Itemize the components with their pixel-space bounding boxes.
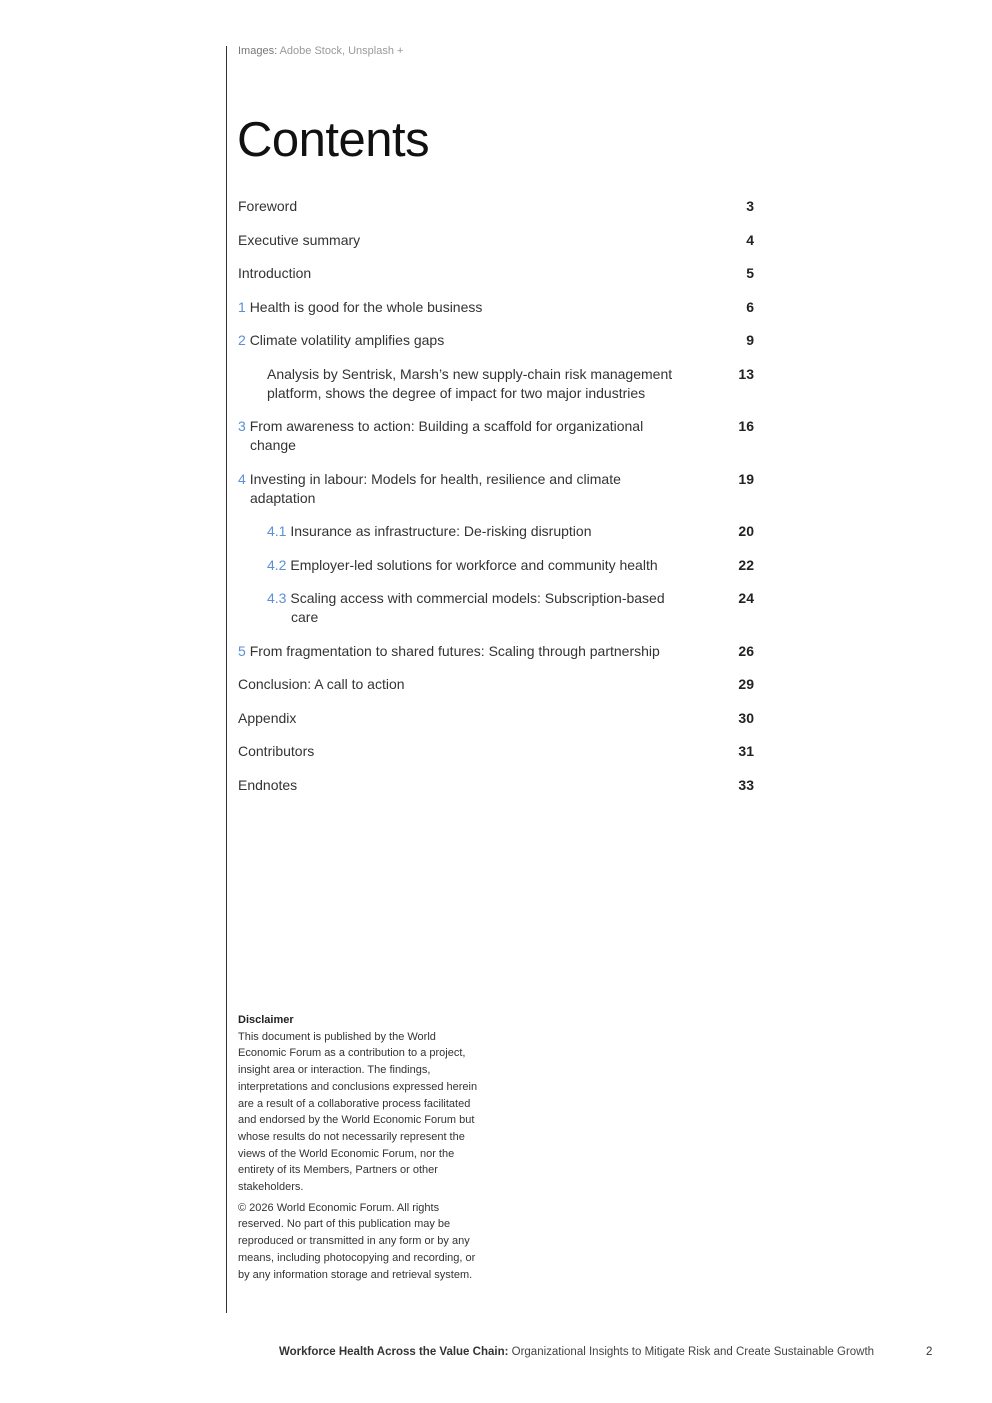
- toc-entry[interactable]: [238, 742, 754, 761]
- toc-entry-text: [267, 365, 678, 403]
- toc-entry[interactable]: [238, 264, 754, 283]
- toc-entry-text: [238, 776, 678, 795]
- toc-entry-page: 6: [746, 298, 754, 315]
- toc-entry-number: 3: [238, 418, 246, 434]
- toc-entry-text: [238, 642, 690, 661]
- toc-entry-page: 13: [738, 365, 754, 382]
- toc-entry-page: 24: [738, 590, 754, 606]
- toc-entry-text: [238, 675, 678, 694]
- toc-entry-page: 30: [738, 709, 754, 726]
- toc-entry-label: From awareness to action: Building a scaffold for organizational change: [249, 418, 644, 453]
- toc-entry-label: Analysis by Sentrisk, Marsh’s new supply-chain risk management platform, shows the degree of impact for two major industries: [267, 365, 673, 401]
- toc-entry[interactable]: [238, 331, 754, 350]
- toc-entry-text: [238, 742, 678, 761]
- image-credits-value: Adobe Stock, Unsplash +: [279, 45, 404, 57]
- toc-entry-label: Introduction: [238, 265, 312, 281]
- toc-entry-page: 3: [746, 198, 754, 214]
- toc-entry-text: [238, 470, 690, 508]
- footer-page-number: 2: [926, 1346, 933, 1358]
- toc-entry-page: 4: [746, 231, 754, 248]
- toc-entry-number: 4.1: [267, 523, 287, 539]
- toc-entry-page: 19: [738, 470, 754, 487]
- toc-entry-label: Executive summary: [238, 231, 361, 248]
- toc-entry-text: [267, 522, 678, 541]
- toc-entry-number: 1: [238, 298, 246, 315]
- toc-entry[interactable]: [238, 417, 754, 455]
- toc-entry[interactable]: [238, 470, 754, 508]
- page-footer: [279, 1346, 933, 1358]
- image-credits-label: Images:: [238, 45, 278, 57]
- toc-entry-text: [238, 298, 690, 317]
- toc-entry-page: 5: [746, 265, 754, 281]
- toc-entry-number: 4.2: [267, 556, 287, 573]
- toc-entry-label: Climate volatility amplifies gaps: [249, 332, 445, 348]
- toc-entry-page: 33: [738, 776, 754, 793]
- copyright-notice: © 2026 World Economic Forum. All rights reserved. No part of this publication may be reproduced or transmitted in any form or by any means, including photocopying and recording, or by any information storage and retrieval system.: [238, 1201, 476, 1281]
- toc-entry-number: 5: [238, 642, 246, 659]
- toc-entry-number: 4: [238, 470, 246, 487]
- toc-entry-label: Insurance as infrastructure: De-risking disruption: [290, 523, 592, 539]
- toc-entry-label: Conclusion: A call to action: [238, 676, 405, 692]
- toc-entry-label: Employer-led solutions for workforce and community health: [290, 556, 658, 573]
- toc-entry-page: 29: [738, 676, 754, 692]
- toc-entry[interactable]: [238, 642, 754, 661]
- toc-entry-label: Appendix: [238, 709, 297, 726]
- toc-entry-label: Endnotes: [238, 776, 298, 793]
- footer-title-bold: Workforce Health Across the Value Chain:: [279, 1346, 509, 1358]
- toc-entry-label: Health is good for the whole business: [249, 298, 483, 315]
- toc-entry-page: 22: [738, 556, 754, 573]
- toc-entry[interactable]: [238, 522, 754, 541]
- toc-entry[interactable]: [238, 298, 754, 317]
- toc-entry-text: [238, 231, 678, 250]
- toc-entry-label: Scaling access with commercial models: Subscription-based care: [290, 590, 665, 625]
- toc-entry[interactable]: [238, 365, 754, 403]
- toc-entry-label: Investing in labour: Models for health, resilience and climate adaptation: [249, 470, 621, 506]
- disclaimer-body: This document is published by the World Economic Forum as a contribution to a project, insight area or interaction. The findings, interpretations and conclusions expressed herein are a result of a collaborative process facilitated and endorsed by the World Economic Forum but whose results do not necessarily represent the views of the World Economic Forum, nor the entirety of its Members, Partners or other stakeholders.: [238, 1030, 478, 1194]
- toc-entry-number: 4.3: [267, 590, 287, 606]
- toc-entry-text: [238, 331, 690, 350]
- toc-entry-number: 2: [238, 332, 246, 348]
- footer-title-rest: Organizational Insights to Mitigate Risk and Create Sustainable Growth: [511, 1346, 875, 1358]
- toc-entry[interactable]: [238, 675, 754, 694]
- toc-entry-page: 20: [738, 523, 754, 539]
- toc-entry[interactable]: [238, 776, 754, 795]
- toc-entry[interactable]: [238, 589, 754, 627]
- table-of-contents: [238, 197, 754, 809]
- toc-entry-label: Foreword: [238, 198, 298, 214]
- toc-entry-text: [267, 589, 678, 627]
- toc-entry[interactable]: [238, 709, 754, 728]
- toc-entry-page: 26: [738, 642, 754, 659]
- toc-entry-text: [238, 417, 690, 455]
- toc-entry-text: [267, 556, 678, 575]
- toc-entry-page: 9: [746, 332, 754, 348]
- toc-entry[interactable]: [238, 197, 754, 216]
- toc-entry-label: From fragmentation to shared futures: Scaling through partnership: [249, 642, 660, 659]
- toc-entry-text: [238, 264, 678, 283]
- disclaimer: [238, 1012, 478, 1283]
- toc-entry-page: 31: [738, 743, 754, 759]
- toc-entry[interactable]: [238, 556, 754, 575]
- page-title: Contents: [237, 113, 430, 167]
- toc-entry-text: [238, 709, 678, 728]
- vertical-rule: [226, 46, 227, 1313]
- image-credits: [238, 45, 403, 57]
- toc-entry[interactable]: [238, 231, 754, 250]
- disclaimer-heading: Disclaimer: [238, 1014, 294, 1026]
- toc-entry-text: [238, 197, 678, 216]
- toc-entry-page: 16: [738, 418, 754, 434]
- toc-entry-label: Contributors: [238, 743, 315, 759]
